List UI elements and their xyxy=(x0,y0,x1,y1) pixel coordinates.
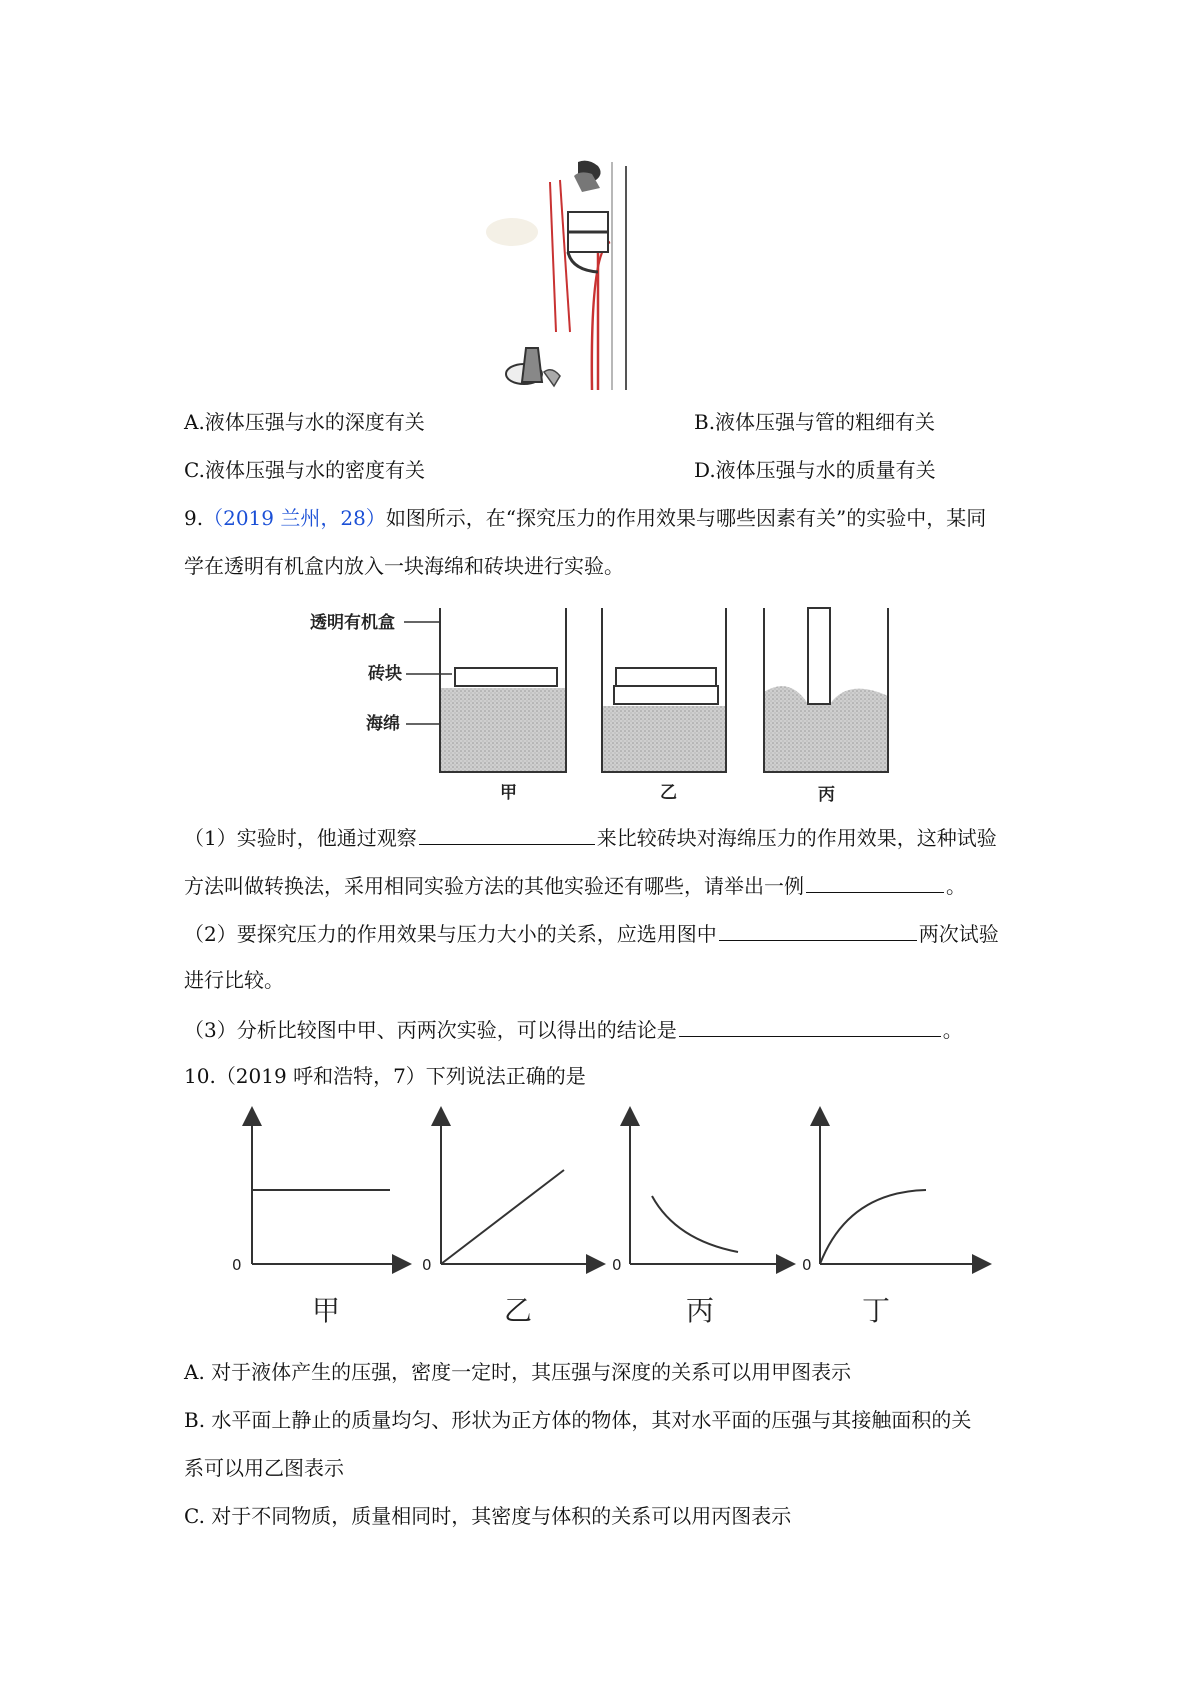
q9-sub1-blank2[interactable] xyxy=(806,870,944,893)
caption-graph-jia: 甲 xyxy=(312,1294,341,1327)
q10-stem-text: 下列说法正确的是 xyxy=(425,1064,586,1088)
caption-bing: 丙 xyxy=(818,785,835,805)
setup-jia xyxy=(440,608,566,772)
q9-sub1-pre: （1）实验时，他通过观察 xyxy=(184,826,417,850)
q9-sub3-blank[interactable] xyxy=(679,1014,941,1037)
origin-bing: 0 xyxy=(612,1256,622,1274)
q8-option-a: A.液体压强与水的深度有关 xyxy=(184,410,425,434)
q9-sub1-line2-text: 方法叫做转换法，采用相同实验方法的其他实验还有哪些，请举出一例 xyxy=(184,874,804,898)
caption-jia: 甲 xyxy=(500,783,517,803)
q9-stem-line1 xyxy=(184,504,1034,532)
q9-stem-text: 如图所示，在“探究压力的作用效果与哪些因素有关”的实验中，某同 xyxy=(385,506,987,530)
caption-graph-ding: 丁 xyxy=(862,1294,891,1327)
graph-ding xyxy=(802,1114,984,1327)
graph-bing xyxy=(612,1114,788,1327)
setup-yi xyxy=(602,608,726,772)
graphs-figure xyxy=(226,1110,1006,1330)
q9-number: 9. xyxy=(184,506,204,530)
q9-sub2-line2: 进行比较。 xyxy=(184,968,284,992)
label-transparent-box: 透明有机盒 xyxy=(310,613,395,633)
q9-sub2-post: 两次试验 xyxy=(918,922,999,946)
sponge-brick-figure xyxy=(300,606,900,806)
q8-option-d: D.液体压强与水的质量有关 xyxy=(694,458,936,482)
q9-stem-line2: 学在透明有机盒内放入一块海绵和砖块进行实验。 xyxy=(184,554,624,578)
q9-sub3-pre: （3）分析比较图中甲、丙两次实验，可以得出的结论是 xyxy=(184,1018,677,1042)
setup-bing xyxy=(764,608,888,772)
q9-sub1-line1 xyxy=(184,822,1034,852)
caption-graph-bing: 丙 xyxy=(686,1294,715,1327)
q8-option-b: B.液体压强与管的粗细有关 xyxy=(694,410,936,434)
q10-option-b-line2: 系可以用乙图表示 xyxy=(184,1456,344,1480)
q10-source: （2019 呼和浩特，7） xyxy=(215,1064,426,1088)
graph-jia xyxy=(232,1114,404,1327)
q9-sub1-mid: 来比较砖块对海绵压力的作用效果，这种试验 xyxy=(596,826,997,850)
q10-option-a: A. 对于液体产生的压强，密度一定时，其压强与深度的关系可以用甲图表示 xyxy=(184,1360,852,1384)
q9-sub1-end: 。 xyxy=(946,874,966,898)
q9-sub1-blank1[interactable] xyxy=(419,822,595,845)
barrel-tube-figure xyxy=(548,162,668,390)
caption-yi: 乙 xyxy=(660,783,677,803)
caption-graph-yi: 乙 xyxy=(504,1294,533,1327)
q10-stem xyxy=(184,1062,1034,1090)
q8-option-c: C.液体压强与水的密度有关 xyxy=(184,458,425,482)
q9-sub3-end: 。 xyxy=(942,1018,963,1042)
origin-ding: 0 xyxy=(802,1256,812,1274)
q9-sub2-pre: （2）要探究压力的作用效果与压力大小的关系，应选用图中 xyxy=(184,922,717,946)
q9-source: （2019 兰州，28） xyxy=(203,506,386,530)
q9-sub3 xyxy=(184,1014,1034,1044)
graph-yi xyxy=(422,1114,598,1327)
q9-sub1-line2 xyxy=(184,870,1034,900)
q10-number: 10. xyxy=(184,1064,216,1088)
q9-sub2-blank[interactable] xyxy=(719,918,917,941)
origin-jia: 0 xyxy=(232,1256,242,1274)
origin-yi: 0 xyxy=(422,1256,432,1274)
q10-option-b-line1: B. 水平面上静止的质量均匀、形状为正方体的物体，其对水平面的压强与其接触面积的关 xyxy=(184,1408,972,1432)
label-sponge: 海绵 xyxy=(366,714,400,734)
q10-option-c: C. 对于不同物质，质量相同时，其密度与体积的关系可以用丙图表示 xyxy=(184,1504,792,1528)
label-brick: 砖块 xyxy=(368,664,402,684)
q9-sub2-line1 xyxy=(184,918,1034,948)
